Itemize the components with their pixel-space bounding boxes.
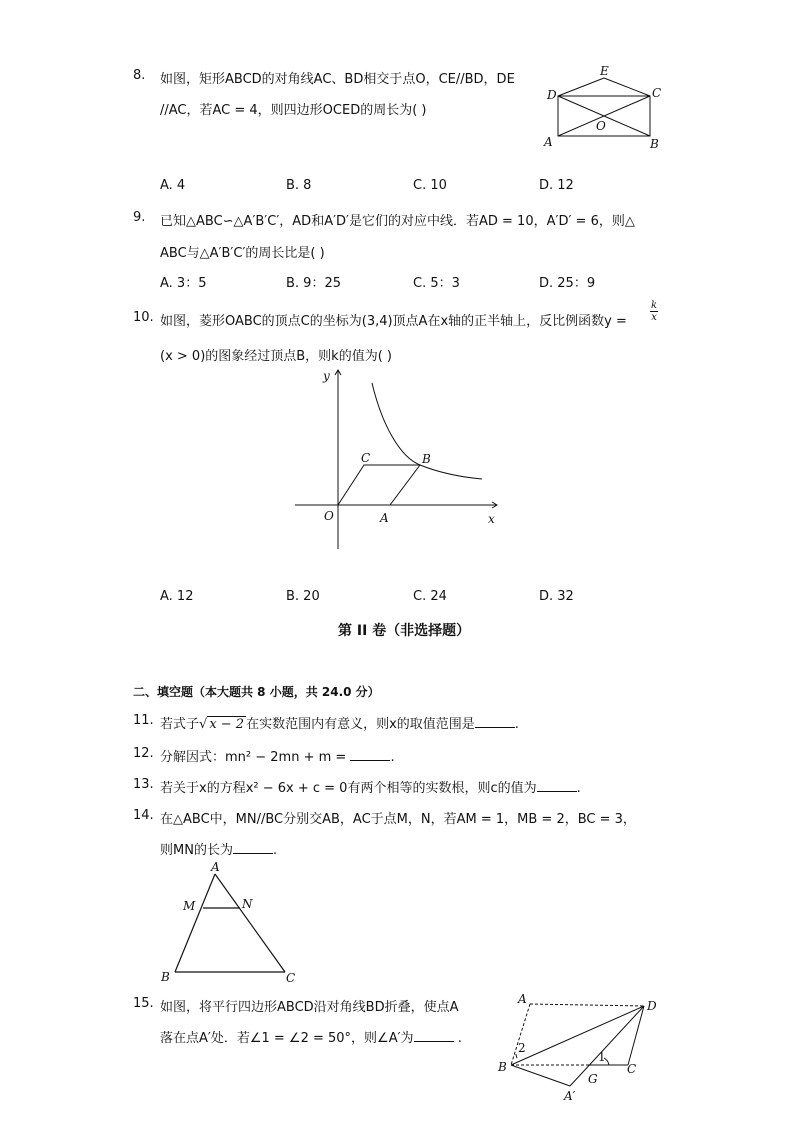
q8-label-d: D [547, 88, 557, 102]
q10-label-x: x [488, 512, 495, 526]
q10-choice-d: D. 32 [539, 589, 574, 604]
q11-answer-blank[interactable] [475, 715, 515, 728]
q14-line2 [160, 839, 277, 858]
q8-choice-d: D. 12 [539, 178, 574, 193]
q8-line1: 如图，矩形ABCD的对角线AC、BD相交于点O，CE//BD，DE [160, 72, 515, 87]
q10-label-b: B [422, 452, 431, 466]
q11-number: 11. [133, 713, 154, 728]
q8-label-c: C [652, 86, 662, 100]
q15-label-a-prime: A′ [564, 1089, 576, 1103]
q8-choice-c: C. 10 [413, 178, 447, 193]
q15-number: 15. [133, 996, 154, 1011]
q14-label-a: A [211, 860, 220, 874]
q12-number: 12. [133, 746, 154, 761]
q14-label-b: B [161, 970, 170, 984]
q14-line1: 在△ABC中，MN//BC分别交AB，AC于点M，N，若AM = 1，MB = 2，BC = 3， [160, 812, 636, 827]
q14-answer-blank[interactable] [233, 841, 273, 854]
q9-choice-d: D. 25：9 [539, 276, 596, 291]
q14-label-m: M [183, 899, 196, 913]
q9-line2: ABC与△A′B′C′的周长比是( ) [160, 246, 325, 261]
q8-line2: //AC，若AC = 4，则四边形OCED的周长为( ) [160, 103, 427, 118]
q9-choice-a: A. 3：5 [160, 276, 207, 291]
q12-text [160, 746, 395, 765]
q15-answer-blank[interactable] [414, 1029, 454, 1042]
q13-end: . [576, 781, 581, 796]
q14-line2-pre: 则MN的长为 [160, 843, 233, 858]
q8-label-b: B [650, 137, 659, 151]
q10-number: 10. [133, 310, 154, 325]
q15-line1: 如图，将平行四边形ABCD沿对角线BD折叠，使点A [160, 1000, 459, 1015]
q9-line1: 已知△ABC∽△A′B′C′，AD和A′D′是它们的对应中线．若AD = 10，A′D′ = 6，则△ [160, 214, 635, 229]
part2-title: 第 II 卷（非选择题） [338, 623, 471, 639]
q8-label-o: O [596, 119, 606, 133]
q11-text [160, 713, 519, 732]
q15-label-b: B [498, 1060, 507, 1074]
sqrt-icon: √ [199, 717, 208, 732]
q14-figure [155, 858, 305, 988]
q11-radicand: x − 2 [209, 717, 245, 732]
q11-pre: 若式子 [160, 717, 200, 732]
q10-choice-b: B. 20 [286, 589, 320, 604]
q13-number: 13. [133, 777, 154, 792]
q10-line2: (x > 0)的图象经过顶点B，则k的值为( ) [160, 349, 392, 364]
q10-label-o: O [324, 509, 334, 523]
section2-title: 二、填空题（本大题共 8 小题，共 24.0 分） [133, 685, 380, 699]
q13-pre: 若关于x的方程x² − 6x + c = 0有两个相等的实数根，则c的值为 [160, 781, 537, 796]
q10-label-y: y [323, 369, 330, 383]
q10-choice-a: A. 12 [160, 589, 194, 604]
q12-end: . [390, 750, 395, 765]
q15-line2-end: . [457, 1031, 462, 1046]
q13-text [160, 777, 581, 796]
q12-answer-blank[interactable] [350, 748, 390, 761]
q15-figure [492, 988, 667, 1104]
q15-label-c: C [627, 1062, 637, 1076]
q14-label-n: N [242, 897, 253, 911]
q11-end: . [514, 717, 519, 732]
q13-answer-blank[interactable] [537, 779, 577, 792]
q12-pre: 分解因式：mn² − 2mn + m = [160, 750, 347, 765]
q10-line1: 如图，菱形OABC的顶点C的坐标为(3,4)顶点A在x轴的正半轴上，反比例函数y = [160, 314, 627, 329]
q8-number: 8. [133, 68, 146, 83]
q8-figure [540, 62, 670, 154]
q10-figure [290, 365, 505, 555]
q15-line2-pre: 落在点A′处．若∠1 = ∠2 = 50°，则∠A′为 [160, 1031, 414, 1046]
q8-label-a: A [544, 135, 553, 149]
q10-label-a: A [380, 511, 389, 525]
q11-post: 在实数范围内有意义，则x的取值范围是 [246, 717, 475, 732]
q15-label-angle2: 2 [518, 1041, 526, 1055]
q15-label-angle1: 1 [598, 1050, 606, 1064]
q14-line2-end: . [272, 843, 278, 858]
q9-number: 9. [133, 210, 146, 225]
q15-label-a: A [518, 992, 527, 1006]
q8-choice-b: B. 8 [286, 178, 312, 193]
q8-choice-a: A. 4 [160, 178, 186, 193]
q10-fraction [650, 300, 658, 323]
q10-fraction-numerator: k [651, 300, 658, 311]
q9-choice-c: C. 5：3 [413, 276, 460, 291]
q8-label-e: E [600, 64, 609, 78]
q15-label-d: D [647, 999, 657, 1013]
q9-choice-b: B. 9：25 [286, 276, 341, 291]
q10-label-c: C [361, 451, 371, 465]
q14-number: 14. [133, 808, 154, 823]
q14-label-c: C [286, 971, 296, 985]
q10-fraction-denominator: x [651, 312, 657, 323]
q10-choice-c: C. 24 [413, 589, 447, 604]
q15-label-g: G [588, 1072, 598, 1086]
q15-line2 [160, 1027, 462, 1046]
